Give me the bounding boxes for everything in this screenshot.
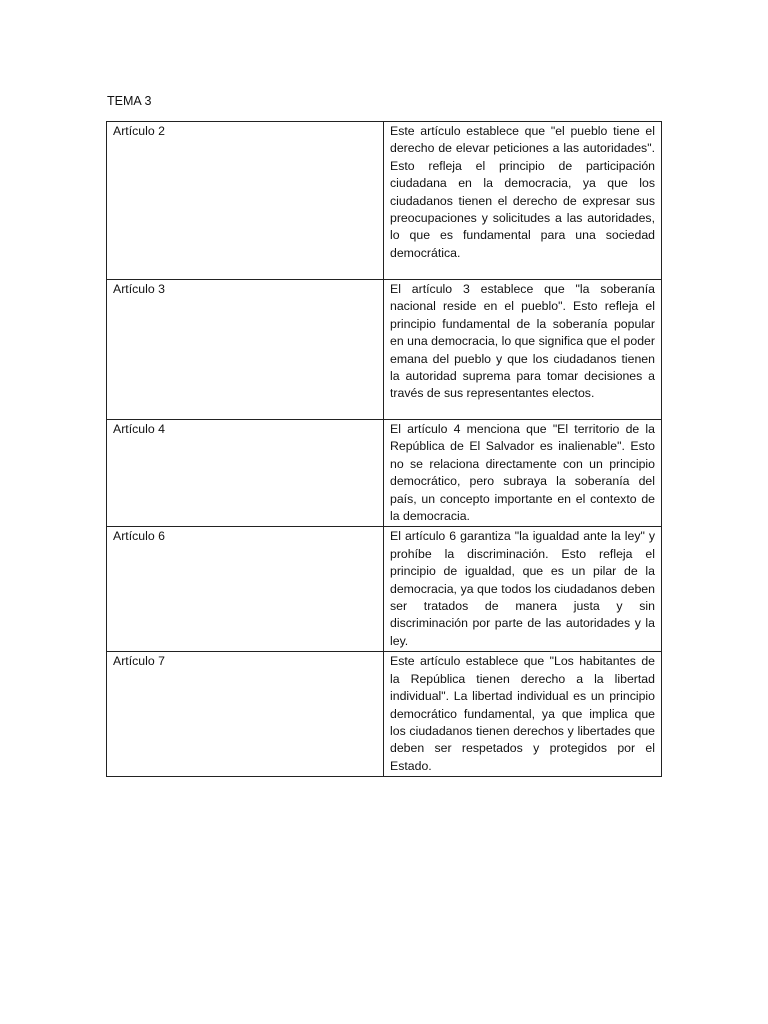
- article-description-cell: El artículo 4 menciona que "El territorio de la República de El Salvador es inalienable". Esto no se relaciona directamente con un principio democrático, pero subraya la soberanía del país, un concepto importante en el contexto de la democracia.: [384, 420, 662, 527]
- article-name-cell: Artículo 2: [107, 122, 384, 280]
- articles-table: [106, 121, 662, 777]
- table-row: [107, 122, 662, 280]
- article-name-cell: Artículo 6: [107, 527, 384, 652]
- table-row: [107, 652, 662, 777]
- table-row: [107, 527, 662, 652]
- article-description-cell: El artículo 6 garantiza "la igualdad ante la ley" y prohíbe la discriminación. Esto refleja el principio de igualdad, que es un pilar de la democracia, ya que todos los ciudadanos deben ser tratados de manera justa y sin discriminación por parte de las autoridades y la ley.: [384, 527, 662, 652]
- article-name-cell: Artículo 3: [107, 280, 384, 420]
- table-row: [107, 420, 662, 527]
- article-description-cell: Este artículo establece que "el pueblo tiene el derecho de elevar peticiones a las autoridades". Esto refleja el principio de participación ciudadana en la democracia, ya que los ciudadanos tienen el derecho de expresar sus preocupaciones y solicitudes a las autoridades, lo que es fundamental para una sociedad democrática.: [384, 122, 662, 280]
- page-title: TEMA 3: [107, 94, 152, 108]
- article-name-cell: Artículo 4: [107, 420, 384, 527]
- article-name-cell: Artículo 7: [107, 652, 384, 777]
- table-row: [107, 280, 662, 420]
- article-description-cell: Este artículo establece que "Los habitantes de la República tienen derecho a la libertad individual". La libertad individual es un principio democrático fundamental, ya que implica que los ciudadanos tienen derechos y libertades que deben ser respetados y protegidos por el Estado.: [384, 652, 662, 777]
- article-description-cell: El artículo 3 establece que "la soberanía nacional reside en el pueblo". Esto refleja el principio fundamental de la soberanía popular en una democracia, lo que significa que el poder emana del pueblo y que los ciudadanos tienen la autoridad suprema para tomar decisiones a través de sus representantes electos.: [384, 280, 662, 420]
